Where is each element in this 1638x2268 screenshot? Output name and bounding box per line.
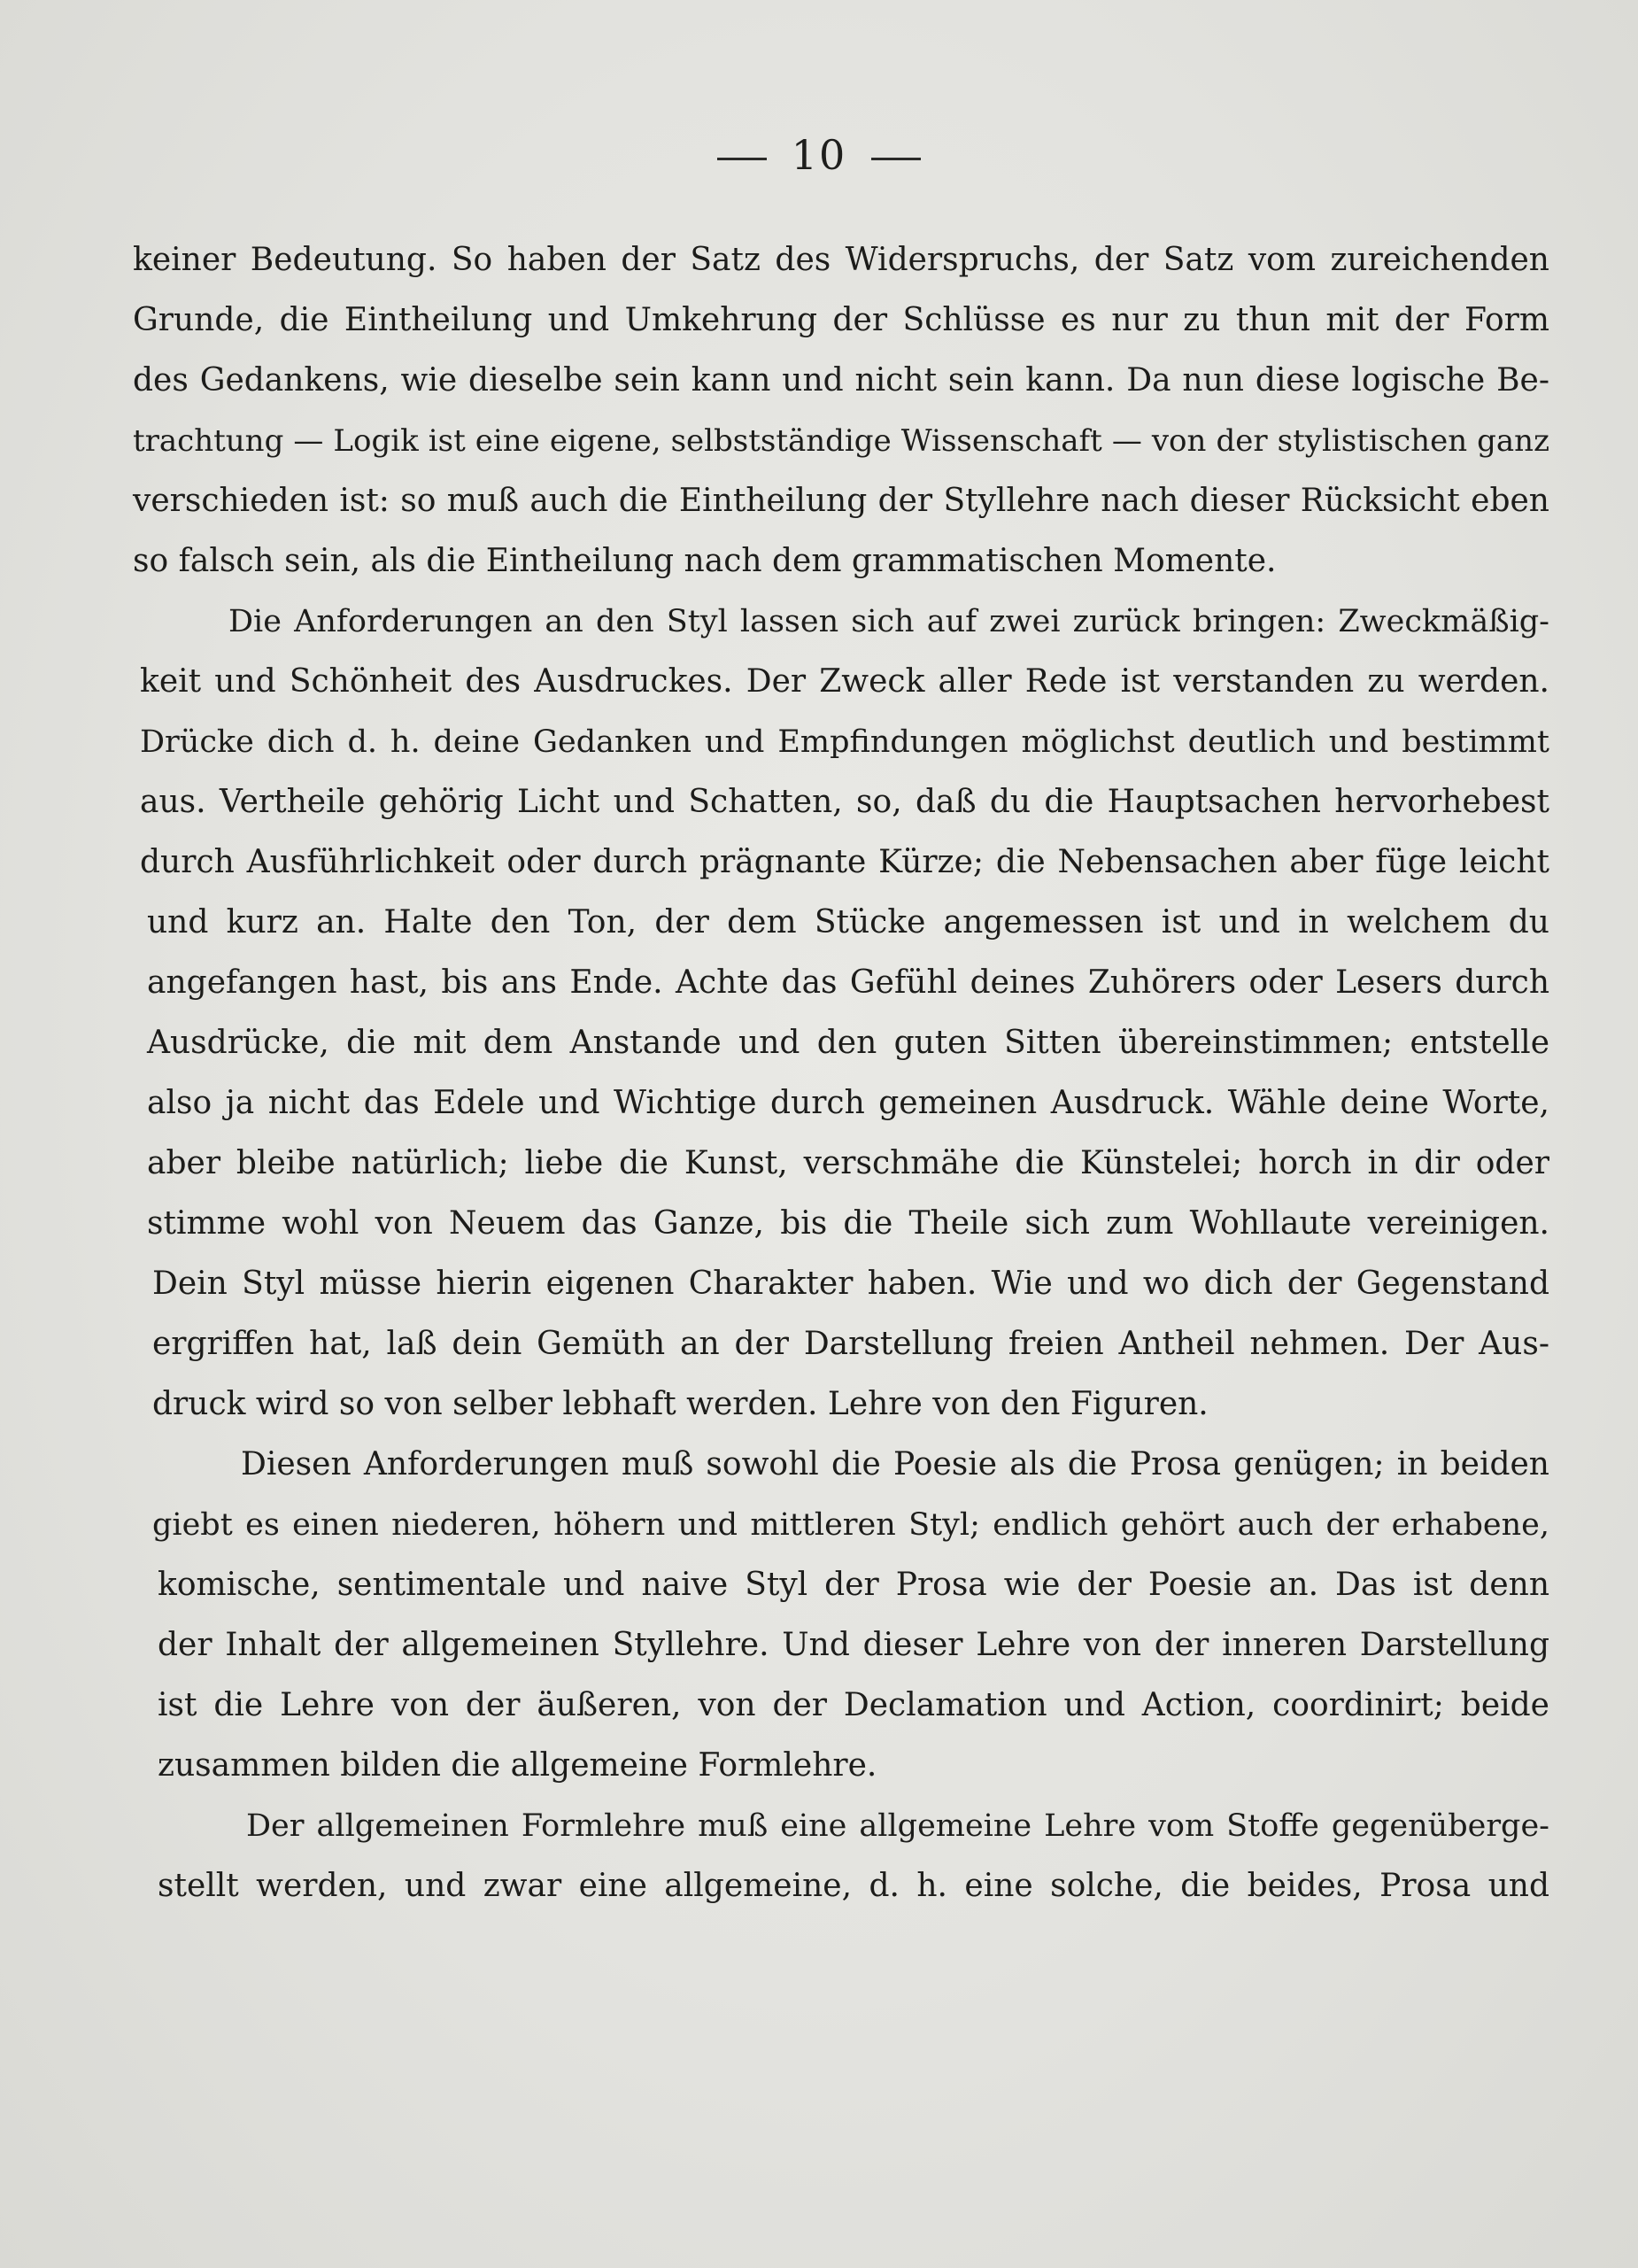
text-line: ist die Lehre von der äußeren, von der Declamation und Action, coordinirt; beide (158, 1687, 1549, 1723)
text-line: verschieden ist: so muß auch die Eintheilung der Styllehre nach dieser Rücksicht eben (133, 483, 1549, 519)
text-line: trachtung — Logik ist eine eigene, selbstständige Wissenschaft — von der stylistischen ganz (133, 423, 1549, 459)
text-line: so falsch sein, als die Eintheilung nach dem grammatischen Momente. (133, 543, 1277, 579)
text-line: druck wird so von selber lebhaft werden. Lehre von den Figuren. (152, 1386, 1209, 1422)
text-line: stimme wohl von Neuem das Ganze, bis die Theile sich zum Wohllaute vereinigen. (147, 1205, 1549, 1242)
right-dash (871, 158, 921, 160)
page-header (0, 131, 1638, 179)
text-line: des Gedankens, wie dieselbe sein kann und nicht sein kann. Da nun diese logische Be- (133, 362, 1549, 399)
text-line: stellt werden, und zwar eine allgemeine, d. h. eine solche, die beides, Prosa und (158, 1868, 1549, 1904)
text-line: aus. Vertheile gehörig Licht und Schatten, so, daß du die Hauptsachen hervorhebest (140, 784, 1549, 820)
text-line: also ja nicht das Edele und Wichtige durch gemeinen Ausdruck. Wähle deine Worte, (147, 1085, 1549, 1121)
text-line: keit und Schönheit des Ausdruckes. Der Zweck aller Rede ist verstanden zu werden. (140, 663, 1549, 700)
text-line: der Inhalt der allgemeinen Styllehre. Und dieser Lehre von der inneren Darstellung (158, 1627, 1549, 1663)
paragraph-start-line: Der allgemeinen Formlehre muß eine allgemeine Lehre vom Stoffe gegenüberge- (246, 1808, 1549, 1844)
left-dash (717, 158, 767, 160)
text-line: Drücke dich d. h. deine Gedanken und Empfindungen möglichst deutlich und bestimmt (140, 724, 1549, 760)
text-line: komische, sentimentale und naive Styl der Prosa wie der Poesie an. Das ist denn (158, 1567, 1549, 1603)
text-line: Ausdrücke, die mit dem Anstande und den guten Sitten übereinstimmen; entstelle (147, 1025, 1549, 1061)
text-line: Grunde, die Eintheilung und Umkehrung der Schlüsse es nur zu thun mit der Form (133, 302, 1549, 338)
text-line: ergriffen hat, laß dein Gemüth an der Darstellung freien Antheil nehmen. Der Aus- (152, 1326, 1549, 1362)
text-line: keiner Bedeutung. So haben der Satz des Widerspruchs, der Satz vom zureichenden (133, 242, 1549, 278)
text-line: giebt es einen niederen, höhern und mittleren Styl; endlich gehört auch der erhabene, (152, 1507, 1549, 1543)
paragraph-start-line: Die Anforderungen an den Styl lassen sich auf zwei zurück bringen: Zweckmäßig- (228, 604, 1549, 639)
page-number: 10 (791, 131, 847, 179)
text-line: durch Ausführlichkeit oder durch prägnante Kürze; die Nebensachen aber füge leicht (140, 844, 1549, 880)
text-line: Dein Styl müsse hierin eigenen Charakter haben. Wie und wo dich der Gegenstand (152, 1266, 1549, 1302)
text-line: aber bleibe natürlich; liebe die Kunst, verschmähe die Künstelei; horch in dir oder (147, 1145, 1549, 1181)
text-line: angefangen hast, bis ans Ende. Achte das Gefühl deines Zuhörers oder Lesers durch (147, 964, 1549, 1001)
text-line: und kurz an. Halte den Ton, der dem Stücke angemessen ist und in welchem du (147, 904, 1549, 940)
body-text (133, 230, 1549, 1916)
text-line: zusammen bilden die allgemeine Formlehre. (158, 1747, 877, 1784)
paragraph-start-line: Diesen Anforderungen muß sowohl die Poesie als die Prosa genügen; in beiden (241, 1446, 1549, 1482)
